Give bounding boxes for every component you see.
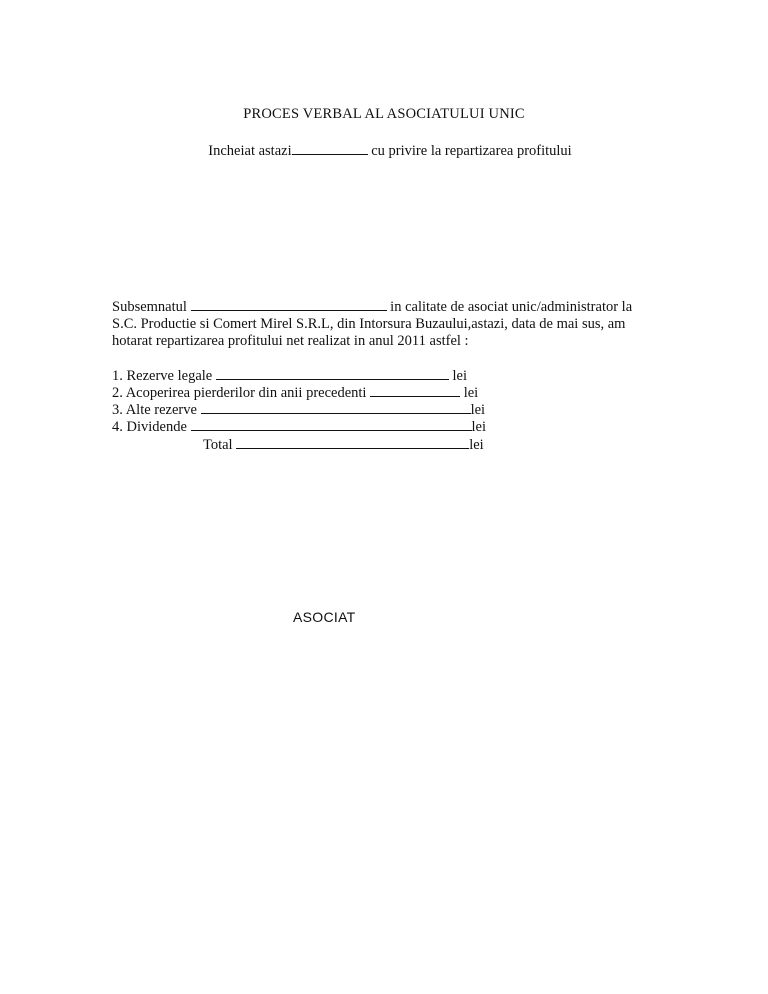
date-blank [292,142,368,155]
amount-blank [370,384,460,397]
list-item [112,384,478,402]
paragraph-line-2: S.C. Productie si Comert Mirel S.R.L, din Intorsura Buzaului,astazi, data de mai sus, am [112,316,626,332]
name-blank [191,298,387,311]
total-blank [236,436,469,449]
total-label: Total [203,437,237,453]
paragraph-line-1 [112,298,657,316]
item-label: 4. Dividende [112,419,191,435]
subtitle-text-start: Incheiat astazi [208,143,292,159]
item-unit: lei [448,368,467,384]
item-label: 3. Alte rezerve [112,402,201,418]
list-item [112,418,486,436]
list-item [112,367,467,385]
amount-blank [191,418,472,431]
item-unit: lei [471,419,487,435]
total-row [203,436,484,454]
item-label: 2. Acoperirea pierderilor din anii precedenti [112,385,371,401]
document-subtitle [0,142,768,160]
amount-blank [216,367,449,380]
amount-blank [201,401,471,414]
para-line1-end: in calitate de asociat unic/administrator la [386,299,633,315]
total-unit: lei [469,437,484,453]
item-label: 1. Rezerve legale [112,368,216,384]
para-line1-start: Subsemnatul [112,299,191,315]
paragraph-line-3: hotarat repartizarea profitului net realizat in anul 2011 astfel : [112,333,469,349]
item-unit: lei [460,385,479,401]
signature-label: ASOCIAT [293,609,356,625]
list-item [112,401,485,419]
document-title: PROCES VERBAL AL ASOCIATULUI UNIC [243,106,525,122]
item-unit: lei [470,402,486,418]
subtitle-text-end: cu privire la repartizarea profitului [367,143,572,159]
